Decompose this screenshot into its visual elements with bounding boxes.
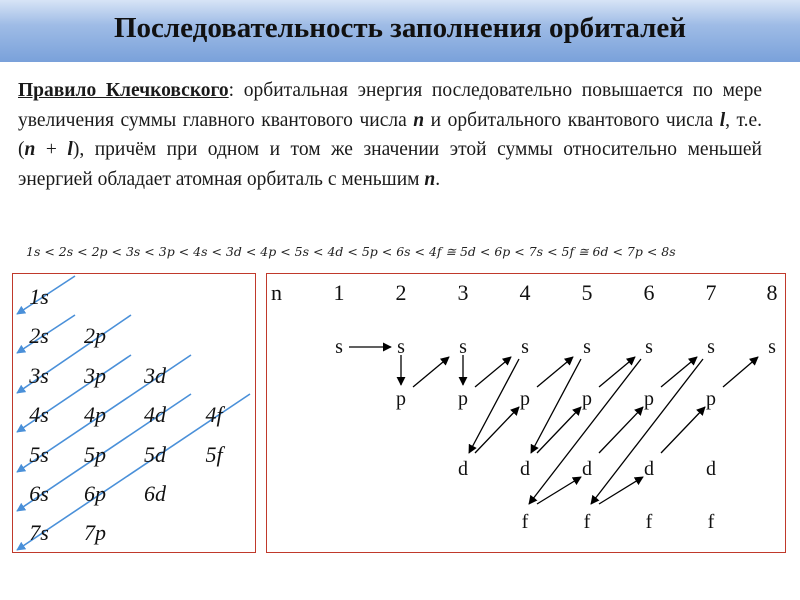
arrow-6p-7s	[661, 357, 697, 387]
n-value: 3	[457, 280, 469, 305]
p-orbital: p	[520, 388, 530, 410]
arrow-6s-4f	[529, 359, 641, 504]
n-value: 1	[333, 280, 345, 305]
orbital-label: 3d	[144, 363, 166, 388]
s-orbital: s	[583, 336, 591, 358]
right-diagram-frame	[266, 273, 786, 553]
s-orbital: s	[768, 336, 776, 358]
orbital-label: 5f	[205, 442, 223, 467]
orbital-label: 5s	[29, 442, 49, 467]
arrow-2p-3s	[413, 357, 449, 387]
f-orbital: f	[583, 511, 591, 533]
arrow-4f-5d	[537, 477, 581, 504]
orbital-label: 6s	[29, 481, 49, 506]
orbital-label: 4s	[29, 402, 49, 427]
orbital-label: 1s	[29, 284, 49, 309]
orbital-label: 6d	[144, 481, 166, 506]
arrow-5f-6d	[599, 477, 643, 504]
orbital-label: 7p	[84, 520, 106, 545]
s-orbital: s	[397, 336, 405, 358]
p-orbital: p	[706, 388, 716, 410]
arrow-5p-6s	[599, 357, 635, 387]
arrow-7s-5f	[591, 359, 703, 504]
p-orbital: p	[396, 388, 406, 410]
d-orbital: d	[644, 458, 654, 480]
p-orbital: p	[458, 388, 468, 410]
left-diagram-frame	[12, 273, 256, 553]
rule-text: Правило Клечковского: орбитальная энергия последовательно повышается по мере увеличения суммы главного квантового числа n и орбитального квантового числа l, т.е. (n + l), причём при одном и том же значении этой суммы относительно меньшей энергией обладает атомная орбиталь с меньшим n.	[18, 80, 762, 190]
d-orbital: d	[582, 458, 592, 480]
d-orbital: d	[458, 458, 468, 480]
orbital-label: 3p	[84, 363, 106, 388]
orbital-label: 5p	[84, 442, 106, 467]
d-orbital: d	[706, 458, 716, 480]
n-value: 8	[766, 280, 778, 305]
orbital-label: 2s	[29, 323, 49, 348]
orbital-label: 2p	[84, 323, 106, 348]
n-value: 7	[705, 280, 717, 305]
s-orbital: s	[707, 336, 715, 358]
arrow-5s-4d	[531, 359, 581, 453]
n-value: 4	[519, 280, 531, 305]
page-title: Последовательность заполнения орбиталей	[113, 12, 687, 44]
orbital-label: 3s	[29, 363, 49, 388]
arrow-4s-3d	[469, 359, 519, 453]
orbital-label: 5d	[144, 442, 166, 467]
p-orbital: p	[582, 388, 592, 410]
s-orbital: s	[645, 336, 653, 358]
arrow-7p-8s	[723, 357, 758, 387]
rule-label: Правило Клечковского	[18, 80, 229, 101]
f-orbital: f	[707, 511, 715, 533]
d-orbital: d	[520, 458, 530, 480]
orbital-label: 4f	[205, 402, 223, 427]
s-orbital: s	[335, 336, 343, 358]
orbital-label: 6p	[84, 481, 106, 506]
n-value: 5	[581, 280, 593, 305]
energy-sequence: 1s < 2s < 2p < 3s < 3p < 4s < 3d < 4p < 5s < 4d < 5p < 6s < 4f ≅ 5d < 6p < 7s < 5f ≅ 6d < 7p < 8s	[26, 244, 676, 259]
f-orbital: f	[521, 511, 529, 533]
arrow-6d-7p	[661, 407, 705, 453]
arrow-3p-4s	[475, 357, 511, 387]
s-orbital: s	[521, 336, 529, 358]
s-orbital: s	[459, 336, 467, 358]
orbital-label: 4p	[84, 402, 106, 427]
orbital-label: 4d	[144, 402, 166, 427]
n-label: n	[271, 280, 282, 305]
n-value: 2	[395, 280, 407, 305]
p-orbital: p	[644, 388, 654, 410]
f-orbital: f	[645, 511, 653, 533]
left-diagonal-diagram	[13, 274, 254, 551]
n-value: 6	[643, 280, 655, 305]
arrow-4p-5s	[537, 357, 573, 387]
orbital-label: 7s	[29, 520, 49, 545]
right-table-diagram	[267, 274, 784, 551]
